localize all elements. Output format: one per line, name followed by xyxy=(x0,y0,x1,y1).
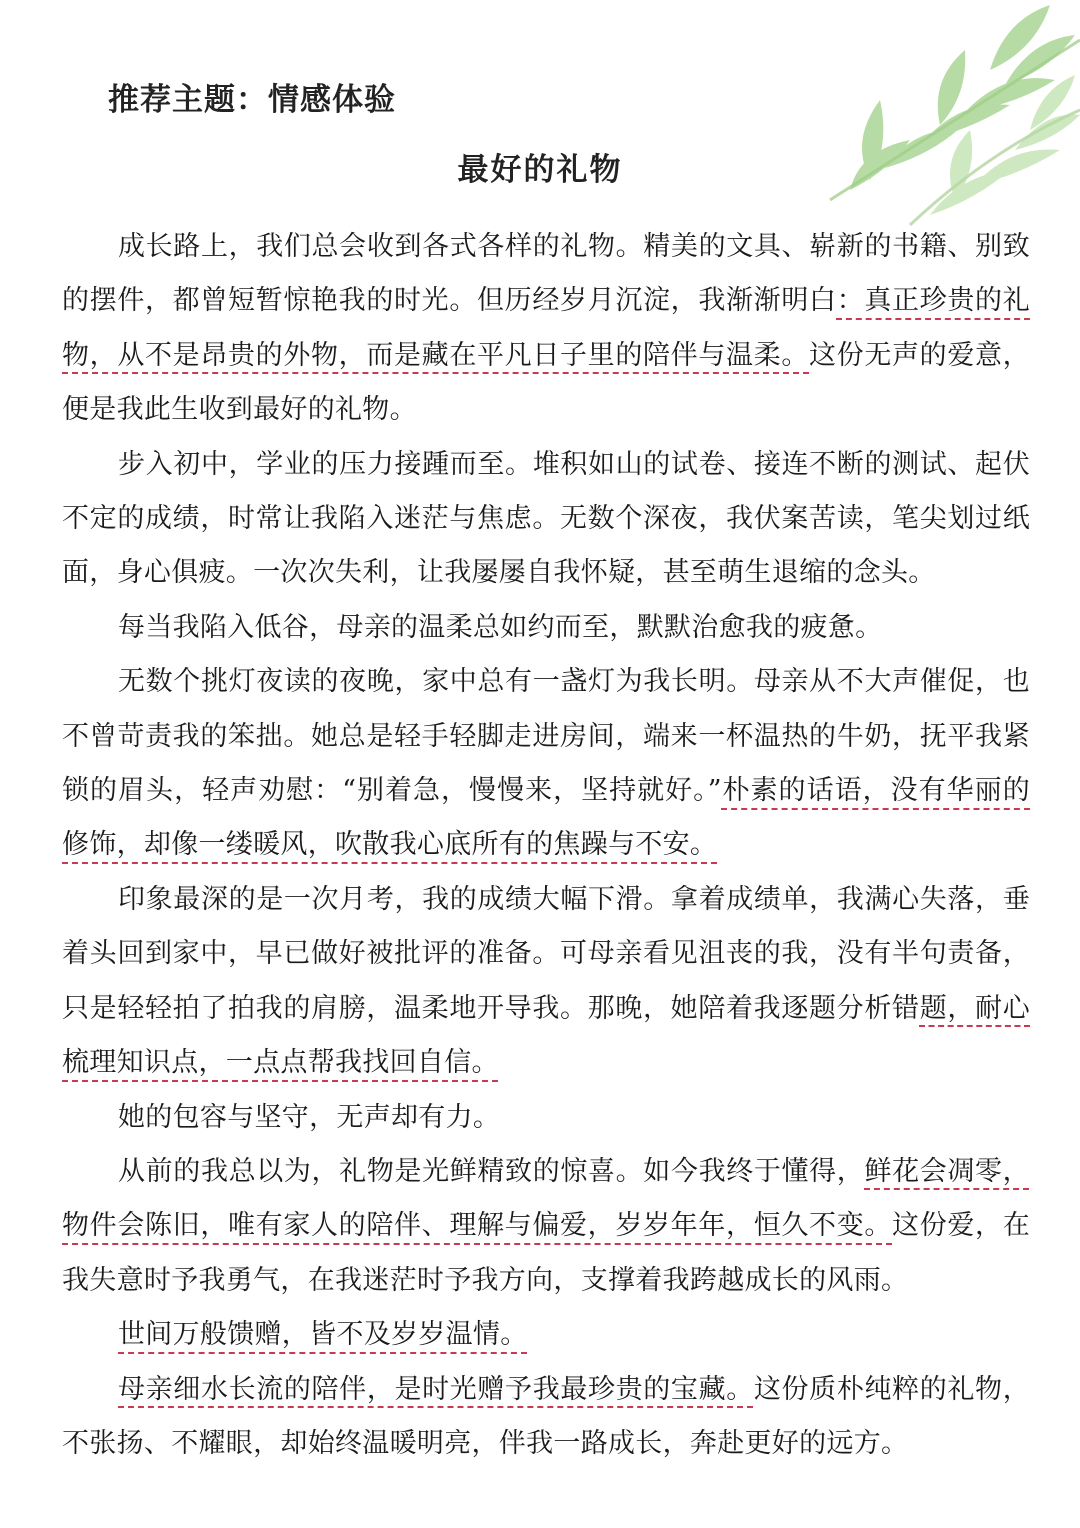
paragraph-1 xyxy=(62,220,1030,438)
underlined-segment: 世间万般馈赠，皆不及岁岁温情。 xyxy=(118,1319,528,1351)
underlined-segment: 鲜花会凋零，物件会陈旧，唯有家人的陪伴、理解与偏爱，岁岁年年，恒久不变。 xyxy=(62,1155,1030,1242)
text-segment: 每当我陷入低谷，母亲的温柔总如约而至，默默治愈我的疲惫。 xyxy=(118,611,883,643)
paragraph-7 xyxy=(62,1145,1030,1308)
text-segment: 这份无声的爱意，便是我此生收到最好的礼物。 xyxy=(62,339,1030,426)
paragraph-8 xyxy=(62,1308,1030,1362)
underlined-segment: ：真正珍贵的礼物，从不是昂贵的外物，而是藏在平凡日子里的陪伴与温柔。 xyxy=(62,285,1030,371)
underlined-segment: 题，耐心梳理知识点，一点点帮我找回自信。 xyxy=(62,992,1030,1079)
paragraph-3 xyxy=(62,601,1030,655)
paragraph-6 xyxy=(62,1091,1030,1145)
text-segment: 这份爱，在我失意时予我勇气，在我迷茫时予我方向，支撑着我跨越成长的风雨。 xyxy=(62,1210,1031,1296)
underlined-segment: 母亲细水长流的陪伴，是时光赠予我最珍贵的宝藏。 xyxy=(118,1373,754,1405)
text-segment: 印象最深的是一次月考，我的成绩大幅下滑。拿着成绩单，我满心失落，垂着头回到家中，早已做好被批评的准备。可母亲看见沮丧的我，没有半句责备，只是轻轻拍了拍我的肩膀，温柔地开导我。那晚，她陪着我逐题分析错 xyxy=(62,883,1030,1024)
text-segment: 她的包容与坚守，无声却有力。 xyxy=(118,1101,501,1133)
recommended-theme: 推荐主题：情感体验 xyxy=(108,82,396,118)
text-segment: 这份质朴纯粹的礼物，不张扬、不耀眼，却始终温暖明亮，伴我一路成长，奔赴更好的远方。 xyxy=(62,1373,1030,1459)
essay-title: 最好的礼物 xyxy=(457,152,623,188)
text-segment: 无数个挑灯夜读的夜晚，家中总有一盏灯为我长明。母亲从不大声催促，也不曾苛责我的笨拙。她总是轻手轻脚走进房间，端来一杯温热的牛奶，抚平我紧锁的眉头，轻声劝慰：“别着急，慢慢来，坚持就好。” xyxy=(62,666,1030,807)
text-segment: 从前的我总以为，礼物是光鲜精致的惊喜。如今我终于懂得， xyxy=(118,1155,865,1187)
paragraph-5 xyxy=(62,873,1030,1091)
bamboo-leaves-icon xyxy=(790,0,1080,240)
paragraph-9 xyxy=(62,1363,1030,1472)
paragraph-2 xyxy=(62,438,1030,601)
text-segment: 步入初中，学业的压力接踵而至。堆积如山的试卷、接连不断的测试、起伏不定的成绩，时常让我陷入迷茫与焦虑。无数个深夜，我伏案苦读，笔尖划过纸面，身心俱疲。一次次失利，让我屡屡自我怀疑，甚至萌生退缩的念头。 xyxy=(62,448,1030,589)
paragraph-4 xyxy=(62,655,1030,873)
underlined-segment: 朴素的话语，没有华丽的修饰，却像一缕暖风，吹散我心底所有的焦躁与不安。 xyxy=(62,775,1030,861)
text-segment: 成长路上，我们总会收到各式各样的礼物。精美的文具、崭新的书籍、别致的摆件，都曾短暂惊艳我的时光。但历经岁月沉淀，我渐渐明白 xyxy=(62,231,1030,317)
essay-body xyxy=(62,220,1030,1471)
